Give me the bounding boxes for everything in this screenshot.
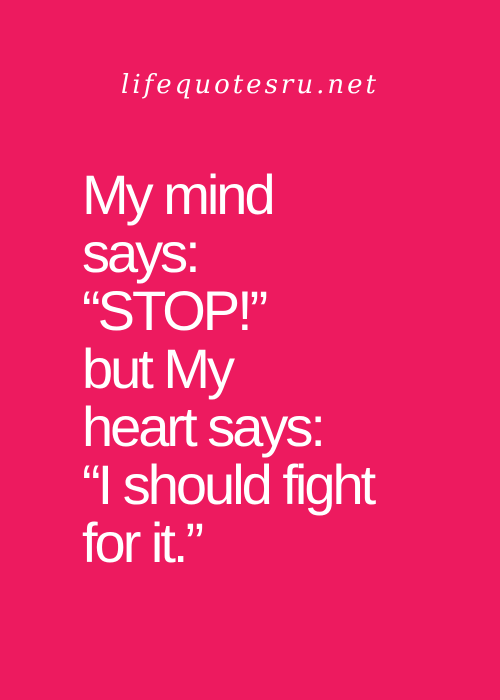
quote-line-2: says:: [82, 221, 198, 284]
quote-line-1: My mind: [82, 163, 273, 226]
quote-line-6: “I should fight: [82, 453, 374, 516]
quote-line-3: “STOP!”: [82, 279, 266, 342]
quote-text: [82, 163, 482, 574]
site-watermark: lifequotesru.net: [121, 70, 379, 100]
quote-line-7: for it.”: [82, 511, 202, 574]
quote-line-4: but My: [82, 337, 233, 400]
quote-line-5: heart says:: [82, 395, 323, 458]
